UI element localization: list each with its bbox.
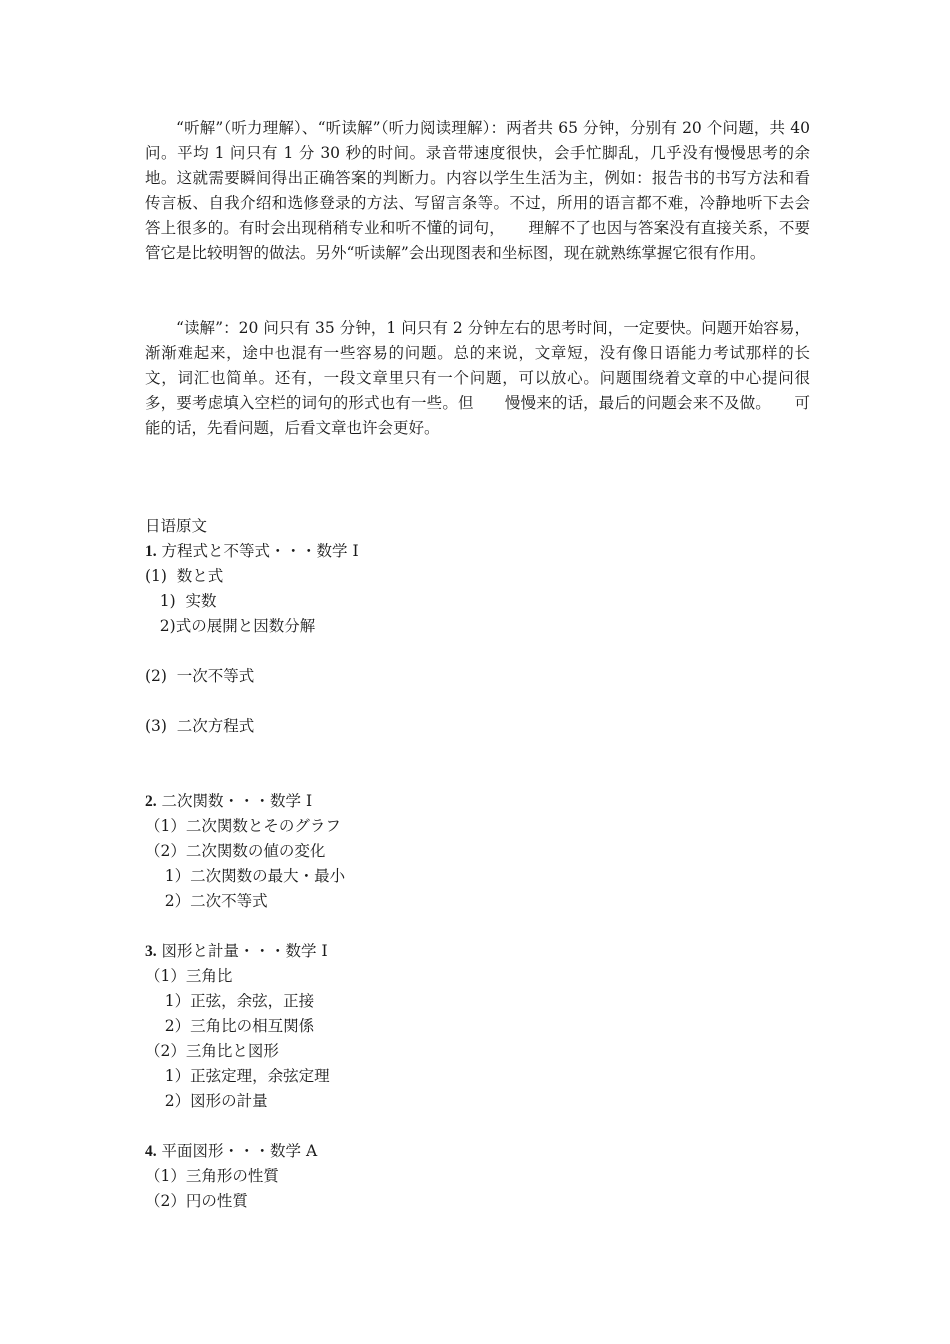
outline-item: (2) 一次不等式 — [145, 667, 255, 685]
section-number: 2. — [145, 793, 157, 810]
outline-item: （1）二次関数とそのグラフ — [145, 817, 341, 835]
section-number: 4. — [145, 1143, 157, 1160]
section-title: 平面図形・・・数学 A — [156, 1142, 318, 1160]
outline-subitem: 2）三角比の相互関係 — [145, 1017, 315, 1035]
section-title: 方程式と不等式・・・数学 I — [156, 542, 359, 560]
outline-item: （1）三角比 — [145, 967, 233, 985]
outline-item: （1）三角形の性質 — [145, 1167, 279, 1185]
outline-subitem: 1）正弦，余弦，正接 — [145, 992, 315, 1010]
outline-item: (1) 数と式 — [145, 567, 224, 585]
outline-heading: 日语原文 — [145, 517, 208, 535]
listening-paragraph: “听解”（听力理解）、“听读解”（听力阅读理解）：两者共 65 分钟，分别有 20 个问题，共 40 问。平均 1 问只有 1 分 30 秒的时间。录音带速度很快，会手忙脚乱，几乎没有慢慢思考的余地。这就需要瞬间得出正确答案的判断力。内容以学生生活为主，例如：报告书的书写方法和看传言板、自我介绍和选修登录的方法、写留言条等。不过，所用的语言都不难，冷静地听下去会答上很多的。有时会出现稍稍专业和听不懂的词句， 理解不了也因与答案没有直接关系，不要管它是比较明智的做法。另外“听读解”会出现图表和坐标图，现在就熟练掌握它很有作用。 — [145, 119, 810, 262]
section-number: 3. — [145, 943, 157, 960]
outline-item: （2）二次関数の値の変化 — [145, 842, 326, 860]
section-3-heading — [145, 939, 328, 964]
section-4-heading — [145, 1139, 317, 1164]
outline-subitem: 2)式の展開と因数分解 — [145, 617, 316, 635]
outline-subitem: 1）二次関数の最大・最小 — [145, 867, 346, 885]
outline-item: （2）三角比と図形 — [145, 1042, 279, 1060]
outline-subitem: 2）二次不等式 — [145, 892, 268, 910]
reading-paragraph: “读解”：20 问只有 35 分钟，1 问只有 2 分钟左右的思考时间，一定要快。问题开始容易，渐渐难起来，途中也混有一些容易的问题。总的来说，文章短，没有像日语能力考试那样的长文，词汇也简单。还有，一段文章里只有一个问题，可以放心。问题围绕着文章的中心提问很多，要考虑填入空栏的词句的形式也有一些。但 慢慢来的话，最后的问题会来不及做。 可能的话，先看问题，后看文章也许会更好。 — [145, 319, 810, 437]
outline-subitem: 2）図形の計量 — [145, 1092, 268, 1110]
outline-item: (3) 二次方程式 — [145, 717, 255, 735]
outline-item: （2）円の性質 — [145, 1192, 248, 1210]
outline-subitem: 1) 实数 — [145, 592, 217, 610]
section-number: 1. — [145, 543, 157, 560]
section-2-heading — [145, 789, 312, 814]
outline-subitem: 1）正弦定理，余弦定理 — [145, 1067, 330, 1085]
section-1-heading — [145, 539, 359, 564]
section-title: 図形と計量・・・数学 I — [156, 942, 328, 960]
section-title: 二次関数・・・数学 I — [156, 792, 313, 810]
